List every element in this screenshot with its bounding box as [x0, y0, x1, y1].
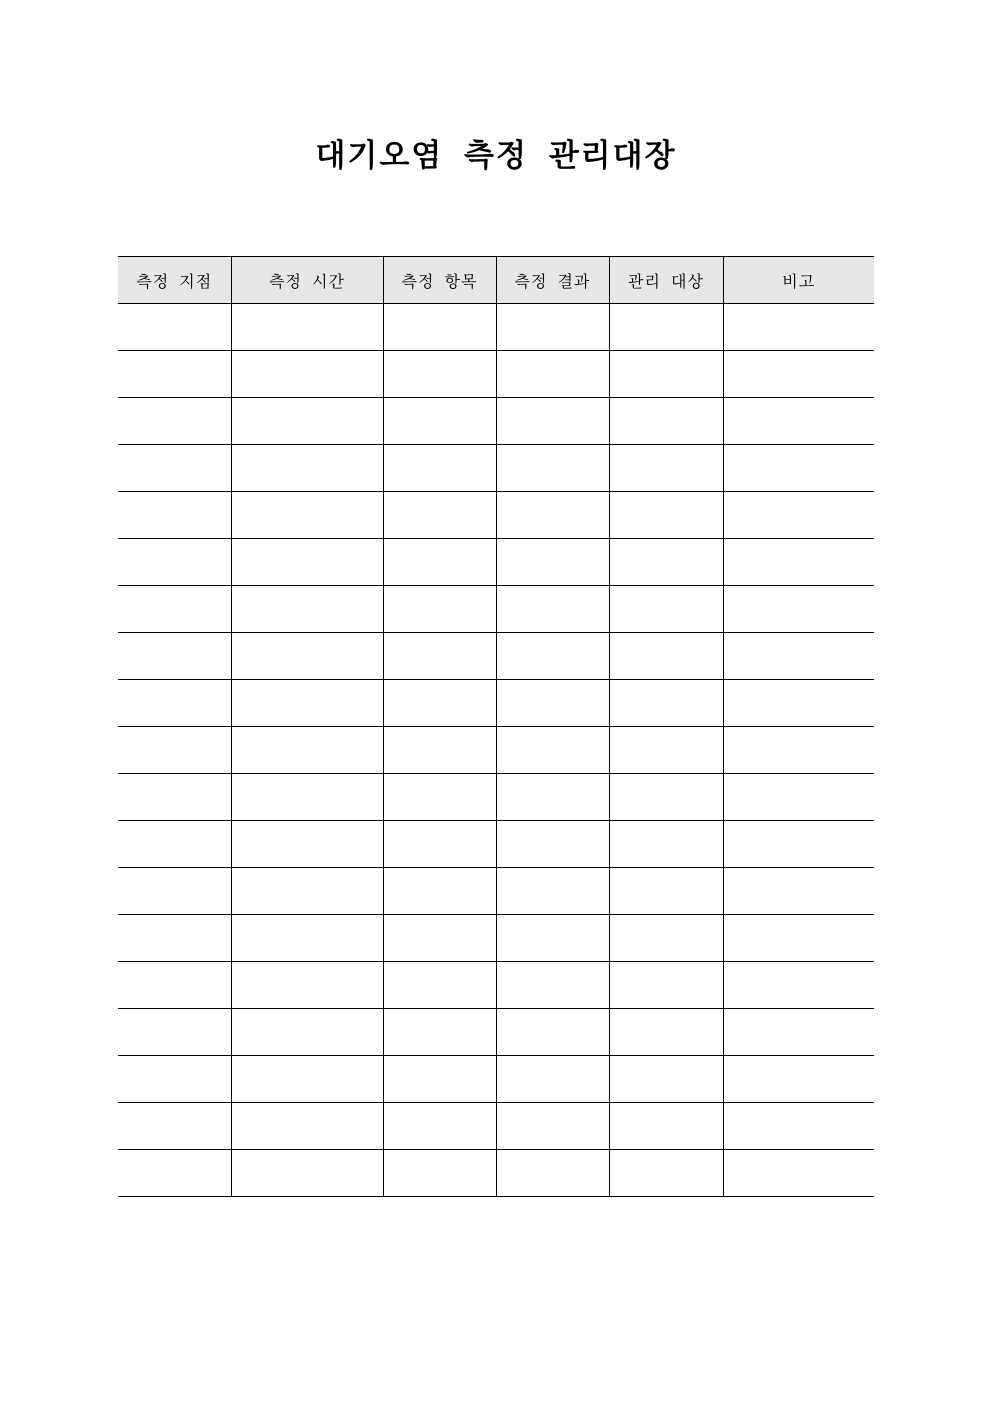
table-cell-item[interactable] [383, 351, 496, 398]
table-cell-time[interactable] [231, 868, 383, 915]
table-row [118, 304, 874, 351]
table-cell-result[interactable] [496, 962, 609, 1009]
table-cell-time[interactable] [231, 680, 383, 727]
table-cell-location[interactable] [118, 821, 231, 868]
table-cell-target[interactable] [609, 398, 723, 445]
table-cell-time[interactable] [231, 1150, 383, 1197]
table-cell-location[interactable] [118, 868, 231, 915]
table-cell-remarks[interactable] [723, 821, 874, 868]
table-cell-location[interactable] [118, 727, 231, 774]
table-cell-item[interactable] [383, 398, 496, 445]
table-cell-location[interactable] [118, 492, 231, 539]
table-row [118, 680, 874, 727]
table-cell-location[interactable] [118, 633, 231, 680]
column-header-remarks: 비고 [723, 257, 874, 304]
table-cell-location[interactable] [118, 962, 231, 1009]
table-cell-remarks[interactable] [723, 1056, 874, 1103]
table-cell-result[interactable] [496, 1056, 609, 1103]
table-cell-target[interactable] [609, 680, 723, 727]
table-cell-item[interactable] [383, 586, 496, 633]
table-cell-time[interactable] [231, 727, 383, 774]
table-cell-location[interactable] [118, 1009, 231, 1056]
table-cell-location[interactable] [118, 1150, 231, 1197]
table-cell-remarks[interactable] [723, 680, 874, 727]
table-cell-remarks[interactable] [723, 915, 874, 962]
table-cell-time[interactable] [231, 962, 383, 1009]
table-cell-target[interactable] [609, 962, 723, 1009]
table-cell-time[interactable] [231, 915, 383, 962]
table-cell-location[interactable] [118, 586, 231, 633]
table-cell-target[interactable] [609, 727, 723, 774]
table-cell-remarks[interactable] [723, 868, 874, 915]
table-cell-remarks[interactable] [723, 445, 874, 492]
table-cell-target[interactable] [609, 774, 723, 821]
table-cell-remarks[interactable] [723, 304, 874, 351]
table-cell-time[interactable] [231, 586, 383, 633]
table-row [118, 774, 874, 821]
table-cell-location[interactable] [118, 1103, 231, 1150]
table-header-row [118, 257, 874, 304]
table-row [118, 633, 874, 680]
table-cell-target[interactable] [609, 633, 723, 680]
table-cell-remarks[interactable] [723, 1150, 874, 1197]
table-cell-location[interactable] [118, 351, 231, 398]
table-cell-time[interactable] [231, 539, 383, 586]
column-header-result: 측정 결과 [496, 257, 609, 304]
table-cell-time[interactable] [231, 1009, 383, 1056]
table-cell-item[interactable] [383, 727, 496, 774]
table-cell-target[interactable] [609, 1150, 723, 1197]
table-cell-result[interactable] [496, 539, 609, 586]
table-row [118, 492, 874, 539]
table-cell-result[interactable] [496, 727, 609, 774]
table-row [118, 398, 874, 445]
table-cell-result[interactable] [496, 492, 609, 539]
table-cell-target[interactable] [609, 492, 723, 539]
table-cell-location[interactable] [118, 915, 231, 962]
table-cell-time[interactable] [231, 821, 383, 868]
table-cell-location[interactable] [118, 539, 231, 586]
table-cell-item[interactable] [383, 915, 496, 962]
table-cell-target[interactable] [609, 1009, 723, 1056]
table-cell-remarks[interactable] [723, 633, 874, 680]
table-cell-result[interactable] [496, 868, 609, 915]
table-cell-result[interactable] [496, 1103, 609, 1150]
table-row [118, 351, 874, 398]
table-row [118, 962, 874, 1009]
table-row [118, 445, 874, 492]
table-cell-item[interactable] [383, 1150, 496, 1197]
table-cell-result[interactable] [496, 398, 609, 445]
table-cell-item[interactable] [383, 1103, 496, 1150]
table-cell-item[interactable] [383, 539, 496, 586]
table-cell-item[interactable] [383, 304, 496, 351]
table-cell-time[interactable] [231, 1056, 383, 1103]
table-cell-result[interactable] [496, 304, 609, 351]
table-cell-time[interactable] [231, 492, 383, 539]
table-cell-item[interactable] [383, 633, 496, 680]
table-cell-time[interactable] [231, 351, 383, 398]
table-cell-remarks[interactable] [723, 586, 874, 633]
table-cell-result[interactable] [496, 1009, 609, 1056]
table-cell-target[interactable] [609, 1103, 723, 1150]
table-cell-result[interactable] [496, 586, 609, 633]
table-cell-target[interactable] [609, 915, 723, 962]
table-row [118, 868, 874, 915]
table-cell-target[interactable] [609, 868, 723, 915]
column-header-location: 측정 지점 [118, 257, 231, 304]
table-cell-target[interactable] [609, 539, 723, 586]
table-cell-item[interactable] [383, 868, 496, 915]
table-cell-result[interactable] [496, 445, 609, 492]
table-cell-target[interactable] [609, 304, 723, 351]
table-row [118, 915, 874, 962]
table-body [118, 304, 874, 1197]
table-row [118, 1150, 874, 1197]
table-cell-result[interactable] [496, 774, 609, 821]
table-cell-time[interactable] [231, 445, 383, 492]
measurement-ledger-table [118, 256, 874, 1197]
table-row [118, 1009, 874, 1056]
table-cell-target[interactable] [609, 351, 723, 398]
table-cell-remarks[interactable] [723, 1009, 874, 1056]
table-cell-item[interactable] [383, 492, 496, 539]
table-cell-remarks[interactable] [723, 351, 874, 398]
table-cell-remarks[interactable] [723, 398, 874, 445]
table-row [118, 586, 874, 633]
table-cell-location[interactable] [118, 680, 231, 727]
table-row [118, 727, 874, 774]
table-cell-time[interactable] [231, 1103, 383, 1150]
table-cell-remarks[interactable] [723, 962, 874, 1009]
table-cell-time[interactable] [231, 304, 383, 351]
table-cell-item[interactable] [383, 821, 496, 868]
table-cell-target[interactable] [609, 445, 723, 492]
table-cell-target[interactable] [609, 1056, 723, 1103]
table-cell-result[interactable] [496, 821, 609, 868]
table-cell-item[interactable] [383, 445, 496, 492]
table-row [118, 1056, 874, 1103]
table-row [118, 1103, 874, 1150]
table-cell-remarks[interactable] [723, 1103, 874, 1150]
column-header-item: 측정 항목 [383, 257, 496, 304]
table-cell-location[interactable] [118, 445, 231, 492]
table-cell-target[interactable] [609, 821, 723, 868]
table-cell-result[interactable] [496, 633, 609, 680]
table-cell-item[interactable] [383, 774, 496, 821]
table-cell-result[interactable] [496, 680, 609, 727]
table-cell-time[interactable] [231, 398, 383, 445]
page-title: 대기오염 측정 관리대장 [315, 138, 677, 174]
table-row [118, 539, 874, 586]
table-cell-location[interactable] [118, 398, 231, 445]
table-cell-location[interactable] [118, 304, 231, 351]
table-cell-result[interactable] [496, 915, 609, 962]
table-cell-item[interactable] [383, 680, 496, 727]
table-cell-remarks[interactable] [723, 492, 874, 539]
table-cell-time[interactable] [231, 774, 383, 821]
column-header-time: 측정 시간 [231, 257, 383, 304]
table-cell-remarks[interactable] [723, 539, 874, 586]
table-cell-remarks[interactable] [723, 774, 874, 821]
table-cell-remarks[interactable] [723, 727, 874, 774]
column-header-target: 관리 대상 [609, 257, 723, 304]
table-cell-time[interactable] [231, 633, 383, 680]
table-row [118, 821, 874, 868]
table-cell-item[interactable] [383, 962, 496, 1009]
table-cell-result[interactable] [496, 1150, 609, 1197]
table-cell-result[interactable] [496, 351, 609, 398]
table-cell-item[interactable] [383, 1056, 496, 1103]
table-cell-target[interactable] [609, 586, 723, 633]
table-cell-location[interactable] [118, 1056, 231, 1103]
table-cell-location[interactable] [118, 774, 231, 821]
table-cell-item[interactable] [383, 1009, 496, 1056]
